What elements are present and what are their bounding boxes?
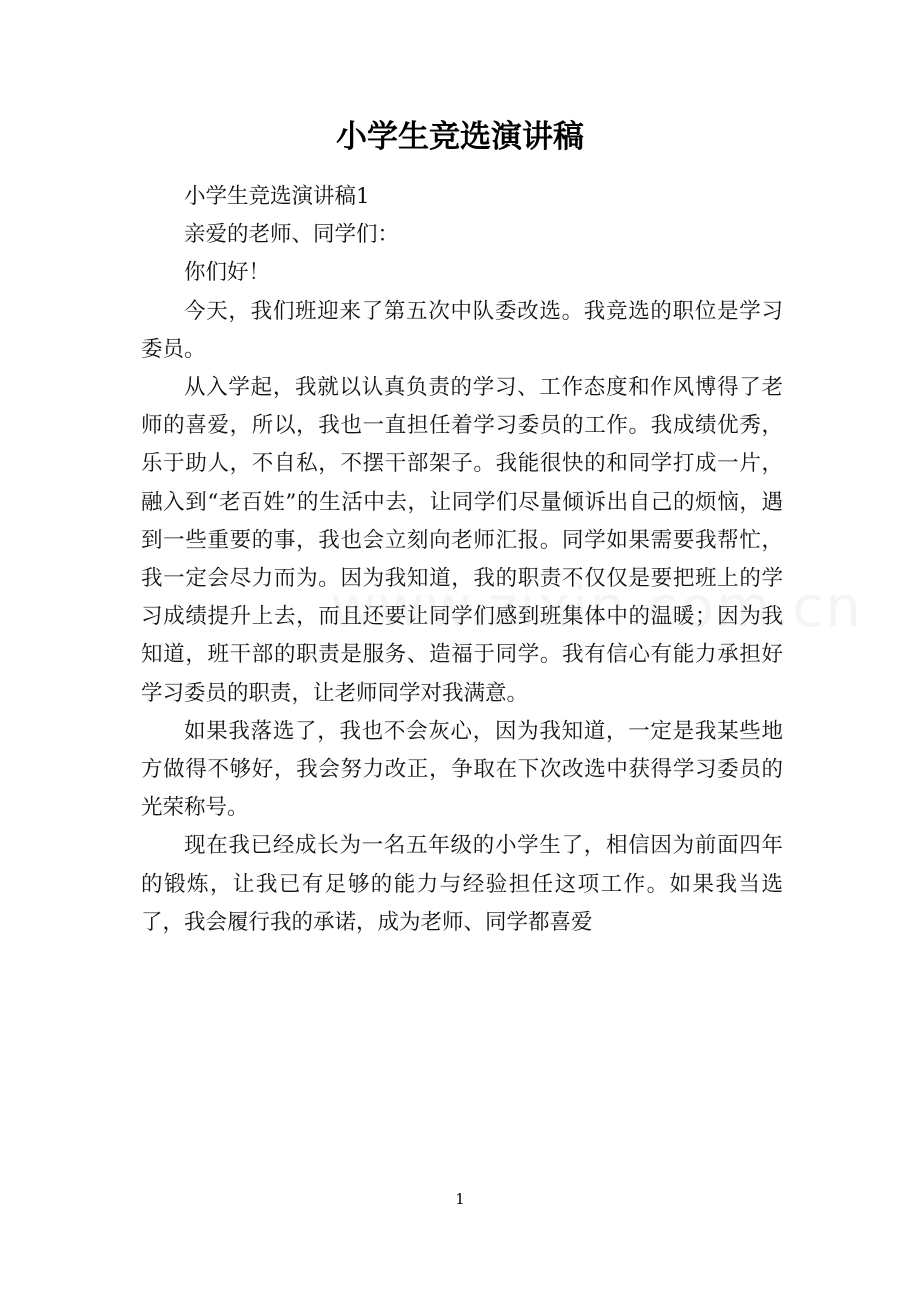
paragraph: 现在我已经成长为一名五年级的小学生了，相信因为前面四年的锻炼，让我已有足够的能力与经验担任这项工作。如果我当选了，我会履行我的承诺，成为老师、同学都喜爱 [141,833,783,935]
document-body [141,178,783,942]
paragraph: 从入学起，我就以认真负责的学习、工作态度和作风博得了老师的喜爱，所以，我也一直担任着学习委员的工作。我成绩优秀，乐于助人，不自私，不摆干部架子。我能很快的和同学打成一片，融入到“老百姓”的生活中去，让同学们尽量倾诉出自己的烦恼，遇到一些重要的事，我也会立刻向老师汇报。同学如果需要我帮忙，我一定会尽力而为。因为我知道，我的职责不仅仅是要把班上的学习成绩提升上去，而且还要让同学们感到班集体中的温暖；因为我知道，班干部的职责是服务、造福于同学。我有信心有能力承担好学习委员的职责，让老师同学对我满意。 [141,375,783,706]
paragraph-heading: 小学生竞选演讲稿1 [184,184,370,209]
paragraph-salutation: 亲爱的老师、同学们： [184,222,400,248]
document-title: 小学生竞选演讲稿 [336,119,584,155]
page-number: 1 [455,1190,465,1208]
paragraph: 今天，我们班迎来了第五次中队委改选。我竞选的职位是学习委员。 [141,298,783,362]
paragraph-greeting: 你们好！ [184,260,271,286]
paragraph: 如果我落选了，我也不会灰心，因为我知道，一定是我某些地方做得不够好，我会努力改正，争取在下次改选中获得学习委员的光荣称号。 [141,718,783,821]
